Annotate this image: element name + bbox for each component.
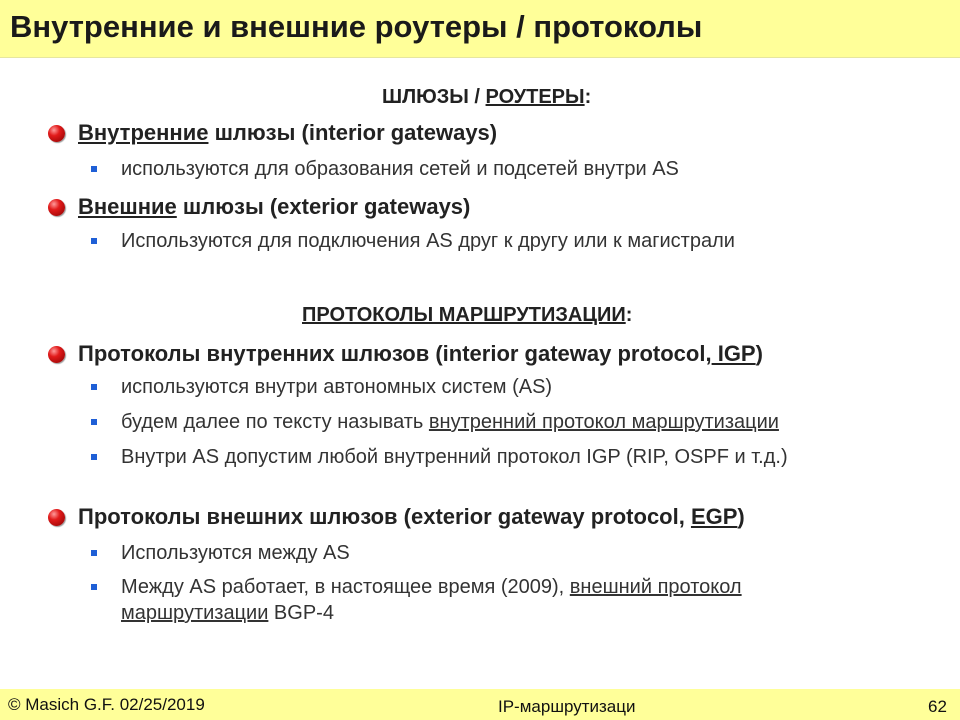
red-bullet-icon bbox=[48, 509, 65, 526]
egp-label-prefix: Протоколы внешних шлюзов (exterior gateway protocol, bbox=[78, 504, 691, 529]
sub-text-underlined: внутренний протокол маршрутизации bbox=[428, 411, 779, 433]
heading-colon: : bbox=[625, 304, 633, 326]
red-bullet-icon bbox=[48, 346, 65, 363]
sub-item-text: используются для образования сетей и подсетей внутри AS bbox=[121, 158, 679, 180]
blue-square-bullet-icon bbox=[91, 454, 97, 460]
red-bullet-icon bbox=[48, 199, 65, 216]
list-item-exterior-gateways bbox=[78, 194, 470, 220]
egp-label-underlined: EGP bbox=[690, 504, 738, 529]
exterior-label-rest: шлюзы (exterior gateways) bbox=[176, 194, 471, 219]
blue-square-bullet-icon bbox=[91, 166, 97, 172]
igp-label-prefix: Протоколы внутренних шлюзов (interior gateway protocol, bbox=[78, 341, 712, 366]
blue-square-bullet-icon bbox=[91, 384, 97, 390]
heading-colon: : bbox=[584, 86, 592, 108]
sub-text-prefix: Между AS работает, в настоящее время (2009), bbox=[121, 576, 570, 598]
sub-item-text: Используются между AS bbox=[121, 542, 350, 564]
igp-label-underlined: IGP bbox=[711, 341, 756, 366]
blue-square-bullet-icon bbox=[91, 584, 97, 590]
egp-label-suffix: ) bbox=[737, 504, 745, 529]
section-heading-gateways bbox=[382, 86, 591, 109]
heading-routers-text: РОУТЕРЫ bbox=[485, 86, 585, 108]
blue-square-bullet-icon bbox=[91, 238, 97, 244]
section-heading-routing-protocols bbox=[302, 304, 632, 327]
exterior-label-underlined: Внешние bbox=[78, 194, 177, 219]
footer-copyright: © Masich G.F. 02/25/2019 bbox=[8, 695, 205, 714]
sub-text-underlined: внешний протокол маршрутизации bbox=[121, 576, 742, 624]
interior-label-underlined: Внутренние bbox=[78, 120, 209, 145]
blue-square-bullet-icon bbox=[91, 550, 97, 556]
footer-bar bbox=[0, 689, 960, 720]
interior-label-rest: шлюзы (interior gateways) bbox=[208, 120, 498, 145]
sub-text-prefix: будем далее по тексту называть bbox=[121, 411, 429, 433]
heading-text: ШЛЮЗЫ / bbox=[382, 86, 486, 108]
sub-item-text: Используются для подключения AS друг к другу или к магистрали bbox=[121, 230, 735, 252]
sub-item-text: используются внутри автономных систем (AS) bbox=[121, 376, 553, 398]
igp-label-suffix: ) bbox=[755, 341, 763, 366]
slide-title: Внутренние и внешние роутеры / протоколы bbox=[10, 9, 703, 44]
title-bar bbox=[0, 0, 960, 58]
heading-protocols-text: ПРОТОКОЛЫ МАРШРУТИЗАЦИИ bbox=[302, 304, 626, 326]
page-number: 62 bbox=[928, 697, 947, 716]
list-item-igp bbox=[78, 341, 763, 367]
red-bullet-icon bbox=[48, 125, 65, 142]
sub-item-text bbox=[121, 574, 891, 626]
footer-center-title: IP-маршрутизаци bbox=[498, 697, 636, 716]
list-item-interior-gateways bbox=[78, 120, 497, 146]
sub-item-text: Внутри AS допустим любой внутренний протокол IGP (RIP, OSPF и т.д.) bbox=[121, 446, 788, 468]
blue-square-bullet-icon bbox=[91, 419, 97, 425]
sub-item-text bbox=[121, 409, 941, 435]
list-item-egp bbox=[78, 504, 745, 530]
sub-text-suffix: BGP-4 bbox=[268, 602, 334, 624]
